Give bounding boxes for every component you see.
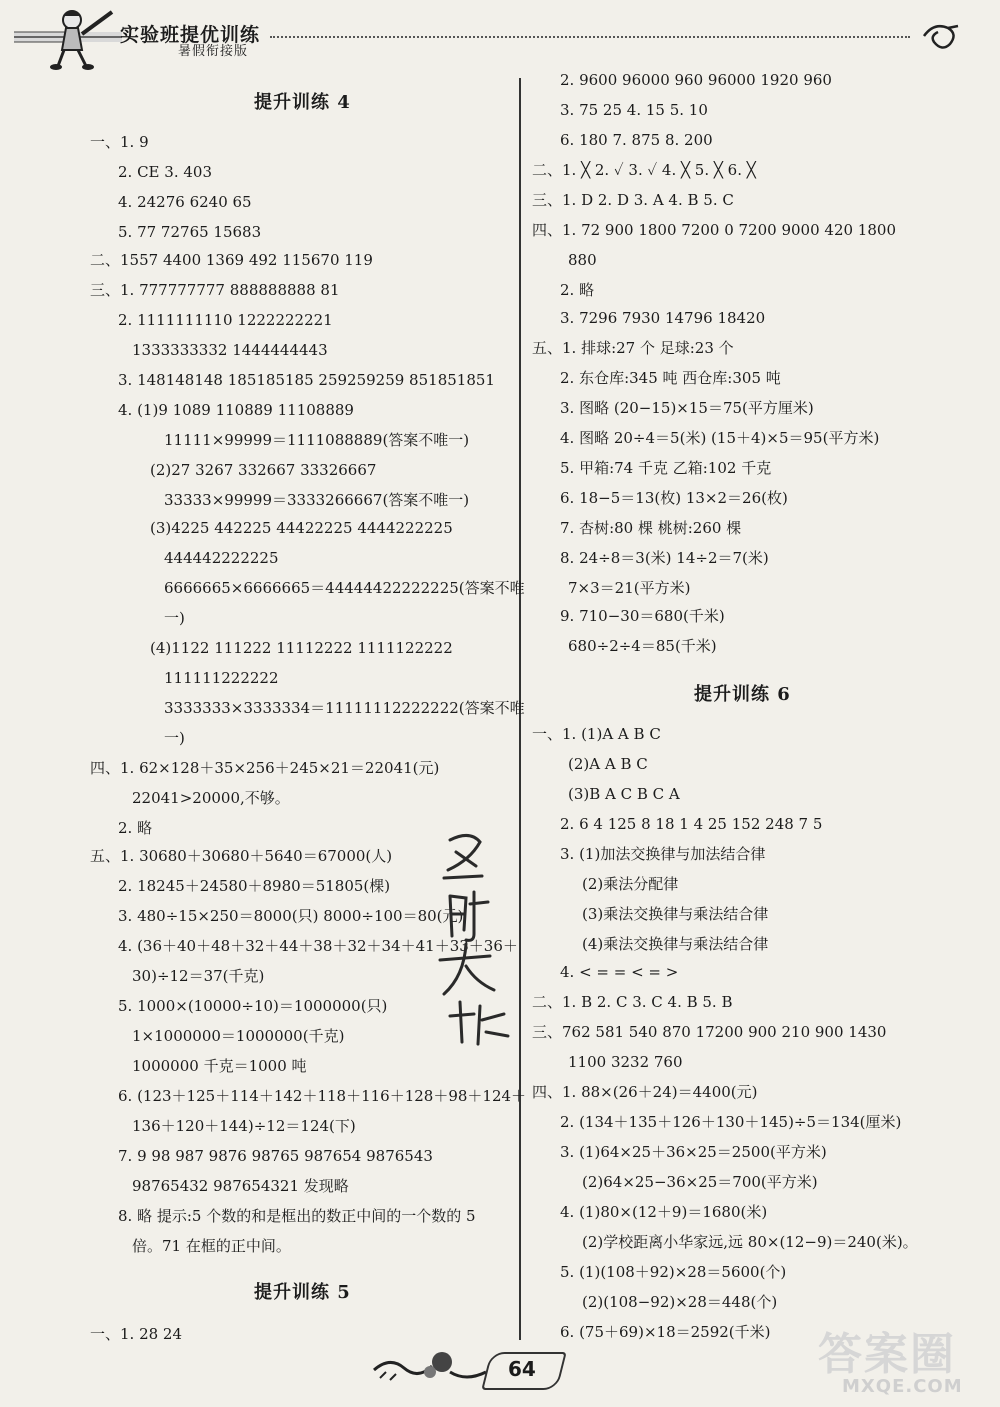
left-line: 98765432 987654321 发现略 <box>132 1177 349 1195</box>
right-line: 四、1. 72 900 1800 7200 0 7200 9000 420 1800 <box>532 221 896 239</box>
right-line: (4)乘法交换律与乘法结合律 <box>582 935 769 953</box>
left-line: 一) <box>164 729 185 747</box>
right-line: 880 <box>568 251 597 269</box>
section-title-5: 提升训练 5 <box>254 1282 351 1303</box>
right-line: (3)乘法交换律与乘法结合律 <box>582 905 769 923</box>
header-dotted-rule <box>270 36 910 38</box>
left-line: 2. CE 3. 403 <box>118 163 212 181</box>
right-line: (2)(108−92)×28＝448(个) <box>582 1293 778 1311</box>
left-line: 一) <box>164 609 185 627</box>
right-line: 7. 杏树:80 棵 桃树:260 棵 <box>560 519 742 537</box>
left-line: 3. 480÷15×250＝8000(只) 8000÷100＝80(元) <box>118 907 464 925</box>
book-title: 实验班提优训练 <box>120 24 261 46</box>
left-line: 3333333×3333334＝11111112222222(答案不唯 <box>164 699 525 717</box>
left-line: 1333333332 1444444443 <box>132 341 328 359</box>
watermark-logo: 答案圈 <box>818 1329 956 1380</box>
left-line: 136＋120＋144)÷12＝124(下) <box>132 1117 356 1135</box>
footer-decoration-icon <box>370 1342 490 1390</box>
right-line: (2)64×25−36×25＝700(平方米) <box>582 1173 818 1191</box>
left-line: 一、1. 28 24 <box>90 1325 183 1343</box>
right-line: (2)学校距离小华家远,远 80×(12−9)＝240(米)。 <box>582 1233 918 1251</box>
left-line: 3. 148148148 185185185 259259259 851851851 <box>118 371 495 389</box>
left-line: 11111×99999＝1111088889(答案不唯一) <box>164 431 470 449</box>
watermark-url: MXQE.COM <box>842 1376 963 1397</box>
right-line: 一、1. (1)A A B C <box>532 725 661 743</box>
swirl-decoration-icon <box>920 22 960 52</box>
right-line: 8. 24÷8＝3(米) 14÷2＝7(米) <box>560 549 769 567</box>
left-line: 1000000 千克＝1000 吨 <box>132 1057 307 1075</box>
right-line: 4. (1)80×(12＋9)＝1680(米) <box>560 1203 768 1221</box>
left-line: 倍。71 在框的正中间。 <box>132 1237 291 1255</box>
left-line: 6. (123＋125＋114＋142＋118＋116＋128＋98＋124＋ <box>118 1087 527 1105</box>
left-line: 五、1. 30680＋30680＋5640＝67000(人) <box>90 847 393 865</box>
right-line: 4. 图略 20÷4＝5(米) (15＋4)×5＝95(平方米) <box>560 429 880 447</box>
cartoon-batter-logo-icon <box>14 6 122 70</box>
left-line: 三、1. 777777777 888888888 81 <box>90 281 340 299</box>
right-line: 三、1. D 2. D 3. A 4. B 5. C <box>532 191 734 209</box>
left-line: 5. 1000×(10000÷10)＝1000000(只) <box>118 997 388 1015</box>
right-line: 2. 略 <box>560 281 595 299</box>
left-line: 2. 1111111110 1222222221 <box>118 311 333 329</box>
handwritten-annotation <box>430 830 520 1050</box>
left-line: 30)÷12＝37(千克) <box>132 967 265 985</box>
right-line: 3. 图略 (20−15)×15＝75(平方厘米) <box>560 399 814 417</box>
left-line: 4. (1)9 1089 110889 11108889 <box>118 401 354 419</box>
left-line: 2. 略 <box>118 819 153 837</box>
right-line: (2)乘法分配律 <box>582 875 679 893</box>
right-line: 三、762 581 540 870 17200 900 210 900 1430 <box>532 1023 887 1041</box>
right-line: 四、1. 88×(26＋24)＝4400(元) <box>532 1083 758 1101</box>
left-line: 5. 77 72765 15683 <box>118 223 262 241</box>
left-line: 111111222222 <box>164 669 279 687</box>
left-line: 6666665×6666665＝44444422222225(答案不唯 <box>164 579 525 597</box>
right-line: 2. (134＋135＋126＋130＋145)÷5＝134(厘米) <box>560 1113 902 1131</box>
section-title-4: 提升训练 4 <box>254 92 351 113</box>
right-line: 7×3＝21(平方米) <box>568 579 691 597</box>
left-line: 7. 9 98 987 9876 98765 987654 9876543 <box>118 1147 433 1165</box>
book-subtitle: 暑假衔接版 <box>178 44 249 59</box>
left-line: 四、1. 62×128＋35×256＋245×21＝22041(元) <box>90 759 440 777</box>
left-line: 2. 18245＋24580＋8980＝51805(棵) <box>118 877 391 895</box>
right-line: 2. 6 4 125 8 18 1 4 25 152 248 7 5 <box>560 815 823 833</box>
right-line: 6. (75＋69)×18＝2592(千米) <box>560 1323 771 1341</box>
right-line: 3. 75 25 4. 15 5. 10 <box>560 101 708 119</box>
left-line: 8. 略 提示:5 个数的和是框出的数正中间的一个数的 5 <box>118 1207 476 1225</box>
left-line: 一、1. 9 <box>90 133 149 151</box>
left-line: 4. 24276 6240 65 <box>118 193 252 211</box>
right-line: 9. 710−30＝680(千米) <box>560 607 725 625</box>
left-line: 22041>20000,不够。 <box>132 789 290 807</box>
right-line: 4. < = = < = > <box>560 963 679 981</box>
right-line: 3. 7296 7930 14796 18420 <box>560 309 766 327</box>
right-line: 3. (1)64×25＋36×25＝2500(平方米) <box>560 1143 827 1161</box>
right-line: 5. (1)(108＋92)×28＝5600(个) <box>560 1263 787 1281</box>
left-line: 4. (36＋40＋48＋32＋44＋38＋32＋34＋41＋33＋36＋ <box>118 937 518 955</box>
right-line: 680÷2÷4＝85(千米) <box>568 637 717 655</box>
right-line: (3)B A C B C A <box>568 785 680 803</box>
right-line: 二、1. B 2. C 3. C 4. B 5. B <box>532 993 733 1011</box>
right-line: 二、1. ╳ 2. ✓ 3. ✓ 4. ╳ 5. ╳ 6. ╳ <box>532 161 756 179</box>
right-line: 五、1. 排球:27 个 足球:23 个 <box>532 339 734 357</box>
section-title-6: 提升训练 6 <box>694 684 791 705</box>
right-line: 5. 甲箱:74 千克 乙箱:102 千克 <box>560 459 772 477</box>
left-line: (2)27 3267 332667 33326667 <box>150 461 377 479</box>
left-line: 二、1557 4400 1369 492 115670 119 <box>90 251 373 269</box>
left-line: (4)1122 111222 11112222 1111122222 <box>150 639 453 657</box>
right-line: 6. 180 7. 875 8. 200 <box>560 131 713 149</box>
right-line: 6. 18−5＝13(枚) 13×2＝26(枚) <box>560 489 788 507</box>
left-line: 444442222225 <box>164 549 279 567</box>
left-line: 1×1000000＝1000000(千克) <box>132 1027 345 1045</box>
page-number: 64 <box>508 1357 536 1381</box>
right-line: (2)A A B C <box>568 755 648 773</box>
right-line: 2. 东仓库:345 吨 西仓库:305 吨 <box>560 369 781 387</box>
left-line: 33333×99999＝3333266667(答案不唯一) <box>164 491 470 509</box>
right-line: 1100 3232 760 <box>568 1053 683 1071</box>
left-line: (3)4225 442225 44422225 4444222225 <box>150 519 453 537</box>
right-line: 3. (1)加法交换律与加法结合律 <box>560 845 766 863</box>
right-line: 2. 9600 96000 960 96000 1920 960 <box>560 71 832 89</box>
